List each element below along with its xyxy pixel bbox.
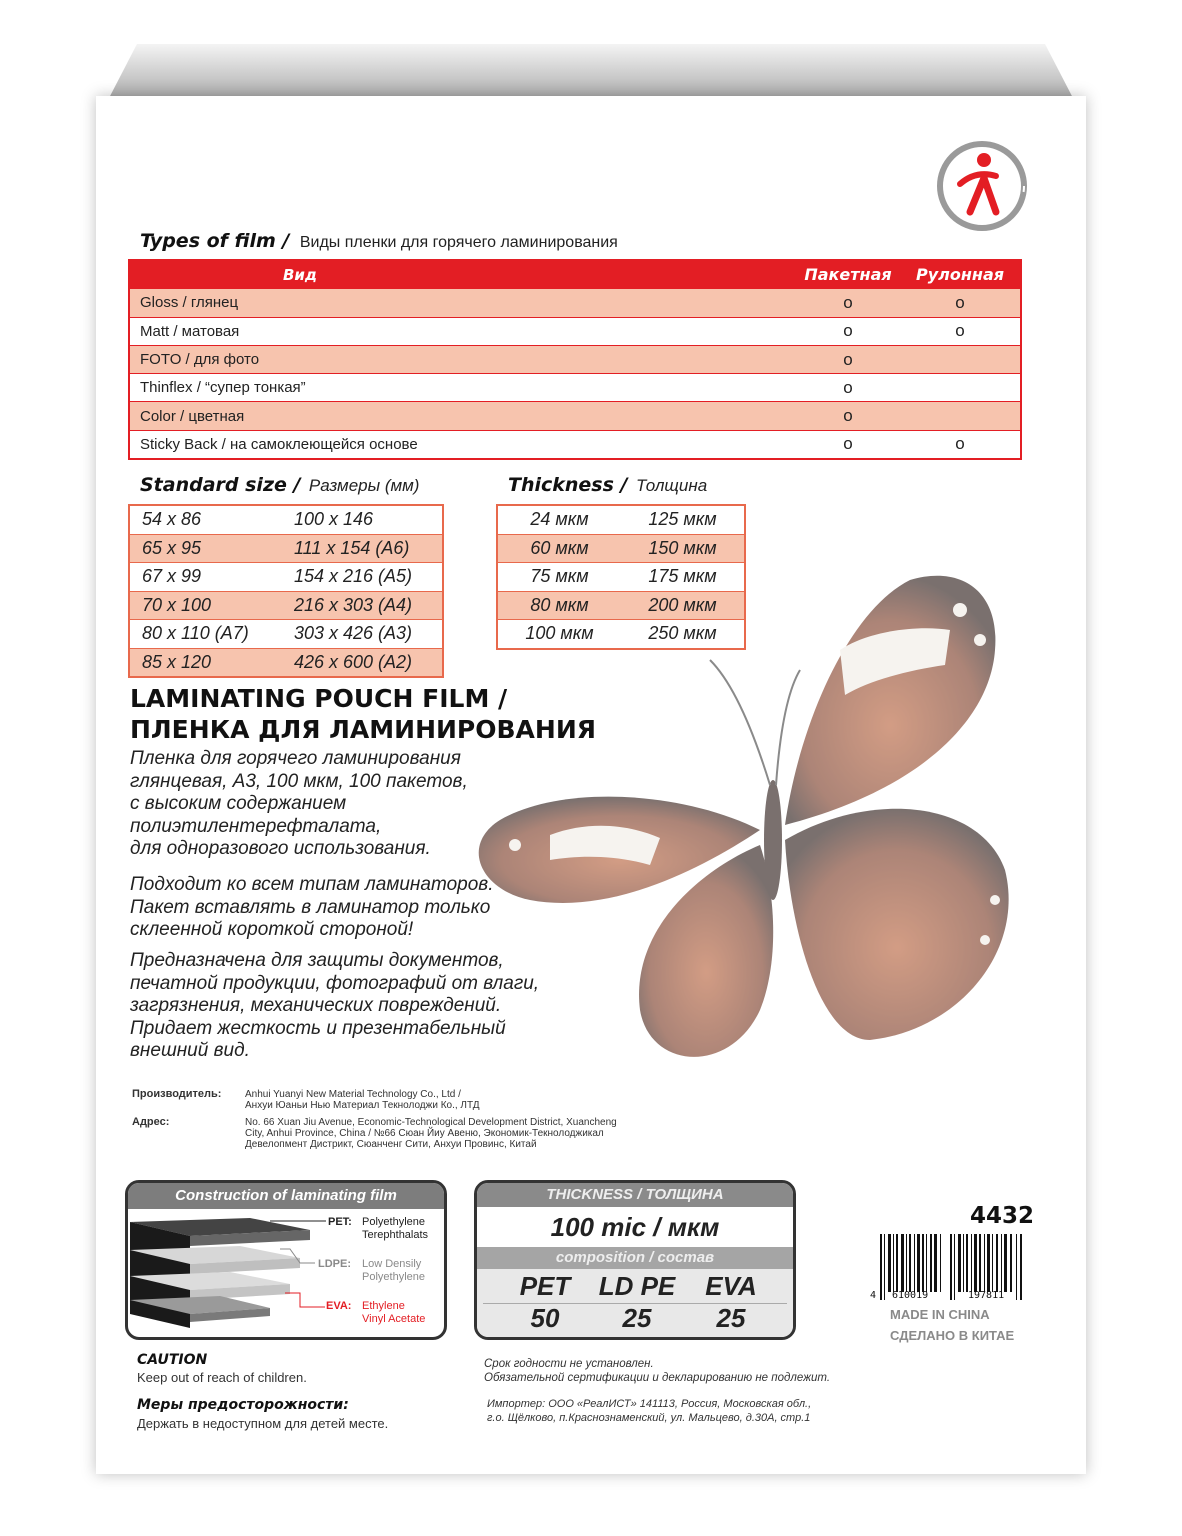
thickness-cell: 175 мкм — [648, 566, 717, 587]
sizes-table — [128, 504, 444, 678]
thickness-cell: 60 мкм — [530, 537, 589, 558]
thickness-subtitle: Толщина — [635, 476, 708, 495]
pouch-mark: o — [843, 434, 853, 454]
table-row — [130, 430, 1020, 458]
shelf-life-note: Срок годности не установлен. — [484, 1358, 654, 1370]
thickness-cell: 150 мкм — [648, 537, 717, 558]
made-in-ru: СДЕЛАНО В КИТАЕ — [890, 1328, 1015, 1343]
product-title-en: LAMINATING POUCH FILM / — [130, 684, 508, 713]
table-row — [498, 591, 744, 620]
types-title: Types of film / — [140, 230, 290, 252]
layer-eva — [326, 1300, 351, 1313]
maker-value: Anhui Yuanyi New Material Technology Co., Ltd / Анхуи Юаньи Нью Материал Текнолоджи Ко., ЛТД — [245, 1089, 480, 1111]
caution-title-ru: Меры предосторожности: — [137, 1397, 349, 1413]
value-pet: 50 — [530, 1303, 560, 1333]
size-cell: 70 x 100 — [142, 594, 212, 615]
film-type-label: FOTO / для фото — [140, 351, 260, 369]
table-row — [498, 506, 744, 534]
types-header-row — [130, 261, 1020, 288]
product-description-2: Подходит ко всем типам ламинаторов. Пакет вставлять в ламинатор только склеенной короткой стороной! — [130, 874, 494, 940]
table-row — [130, 345, 1020, 373]
thickness-panel-value: 100 mic / мкм — [550, 1212, 720, 1242]
product-description-1: Пленка для горячего ламинирования глянцевая, А3, 100 мкм, 100 пакетов, с высоким содержанием полиэтилентерефталата, для одноразового использования. — [130, 748, 468, 859]
size-cell: 67 x 99 — [142, 566, 202, 587]
thickness-cell: 125 мкм — [648, 509, 717, 530]
types-table — [128, 259, 1022, 460]
size-cell: 111 x 154 (A6) — [293, 537, 410, 558]
sizes-title: Standard size / — [140, 474, 301, 496]
table-row — [130, 562, 442, 591]
thickness-cell: 80 мкм — [530, 594, 589, 615]
film-type-label: Color / цветная — [140, 407, 245, 425]
size-cell: 154 x 216 (A5) — [293, 566, 413, 587]
layer-pet-abbr: PET: — [328, 1216, 352, 1228]
header-pouch: Пакетная — [804, 265, 892, 285]
importer-line-2: г.о. Щёлково, п.Краснознаменский, ул. Мальцево, д.30А, стр.1 — [487, 1412, 811, 1424]
size-cell: 426 x 600 (A2) — [293, 651, 413, 672]
material-pet: PET — [519, 1271, 571, 1301]
layer-pet — [328, 1216, 352, 1229]
table-row — [130, 534, 442, 563]
table-row — [498, 534, 744, 563]
thickness-cell: 100 мкм — [525, 623, 594, 644]
types-heading — [140, 230, 618, 252]
product-description-3: Предназначена для защиты документов, печатной продукции, фотографий от влаги, загрязнения, механических повреждений. Придает жесткость и презентабельный внешний вид. — [130, 950, 540, 1061]
table-row — [130, 373, 1020, 401]
table-row — [130, 288, 1020, 316]
thickness-table — [496, 504, 746, 650]
film-type-label: Matt / матовая — [140, 322, 240, 340]
barcode-digits-mid: 610019 — [892, 1290, 929, 1301]
thickness-cell: 75 мкм — [530, 566, 589, 587]
types-subtitle: Виды пленки для горячего ламинирования — [299, 234, 618, 251]
composition-title: composition / состав — [477, 1247, 793, 1269]
table-row — [130, 591, 442, 620]
construction-title: Construction of laminating film — [128, 1183, 444, 1209]
size-cell: 100 x 146 — [293, 509, 374, 530]
table-row — [130, 648, 442, 677]
barcode-digit-left: 4 — [870, 1290, 877, 1301]
film-type-label: Thinflex / “супер тонкая” — [140, 379, 306, 397]
roll-mark: o — [955, 434, 965, 454]
material-ldpe: LD PE — [598, 1271, 676, 1301]
thickness-cell: 250 мкм — [648, 623, 717, 644]
header-roll: Рулонная — [915, 265, 1005, 285]
table-row — [498, 562, 744, 591]
size-cell: 54 x 86 — [142, 509, 202, 530]
table-row — [130, 506, 442, 534]
maker-label: Производитель: — [132, 1088, 222, 1100]
caution-text: Keep out of reach of children. — [137, 1370, 307, 1385]
value-ldpe: 25 — [622, 1303, 652, 1333]
product-title-ru: ПЛЕНКА ДЛЯ ЛАМИНИРОВАНИЯ — [130, 715, 596, 744]
size-cell: 303 x 426 (A3) — [293, 623, 413, 644]
layer-eva-name: Ethylene Vinyl Acetate — [362, 1300, 426, 1325]
size-cell: 80 x 110 (A7) — [142, 623, 249, 644]
pouch-mark: o — [843, 292, 853, 312]
barcode-digits-right: 197811 — [968, 1290, 1005, 1301]
pouch-mark: o — [843, 321, 853, 341]
thickness-cell: 24 мкм — [530, 509, 589, 530]
sizes-subtitle: Размеры (мм) — [308, 476, 420, 495]
size-cell: 65 x 95 — [142, 537, 202, 558]
caution-text-ru: Держать в недоступном для детей месте. — [137, 1416, 389, 1431]
thickness-title: Thickness / — [508, 474, 628, 496]
thickness-panel-title: THICKNESS / ТОЛЩИНА — [477, 1183, 793, 1207]
thickness-cell: 200 мкм — [648, 594, 717, 615]
address-label: Адрес: — [132, 1116, 170, 1128]
film-type-label: Sticky Back / на самоклеющейся основе — [140, 435, 418, 453]
material-eva: EVA — [705, 1271, 757, 1301]
box-top-edge — [108, 44, 1074, 100]
layer-ldpe-name: Low Densily Polyethylene — [362, 1258, 425, 1283]
layer-ldpe-abbr: LDPE: — [318, 1258, 351, 1270]
roll-mark: o — [955, 292, 965, 312]
pouch-mark: o — [843, 406, 853, 426]
pouch-mark: o — [843, 349, 853, 369]
size-cell: 85 x 120 — [142, 651, 212, 672]
product-code: 4432 — [970, 1203, 1035, 1229]
sizes-heading — [140, 474, 419, 496]
importer-line-1: Импортер: ООО «РеалИСТ» 141113, Россия, Московская обл., — [487, 1398, 812, 1410]
caution-title: CAUTION — [137, 1352, 208, 1368]
header-type: Вид — [282, 265, 318, 284]
person-logo-icon — [936, 140, 1028, 232]
film-type-label: Gloss / глянец — [140, 294, 239, 312]
composition-values — [477, 1269, 793, 1337]
certification-note: Обязательной сертификации и декларированию не подлежит. — [484, 1372, 831, 1384]
table-row — [130, 619, 442, 648]
roll-mark: o — [955, 321, 965, 341]
table-row — [130, 401, 1020, 429]
layer-eva-abbr: EVA: — [326, 1300, 352, 1312]
pouch-mark: o — [843, 377, 853, 397]
address-value: No. 66 Xuan Jiu Avenue, Economic-Technological Development District, Xuancheng City, Anhui Province, China / №66 Сюан Йиу Авеню, Экономик-Текнолоджикал Девелопмент Дистрикт, Сюанченг Сити, Анхуи Провинс, Китай — [245, 1117, 617, 1150]
table-row — [130, 317, 1020, 345]
size-cell: 216 x 303 (A4) — [293, 594, 413, 615]
value-eva: 25 — [716, 1303, 746, 1333]
layer-pet-name: Polyethylene Terephthalats — [362, 1216, 429, 1241]
thickness-panel — [474, 1180, 796, 1340]
table-row — [498, 619, 744, 648]
thickness-heading — [508, 474, 707, 496]
layer-ldpe — [318, 1258, 351, 1271]
made-in-en: MADE IN CHINA — [890, 1307, 990, 1322]
